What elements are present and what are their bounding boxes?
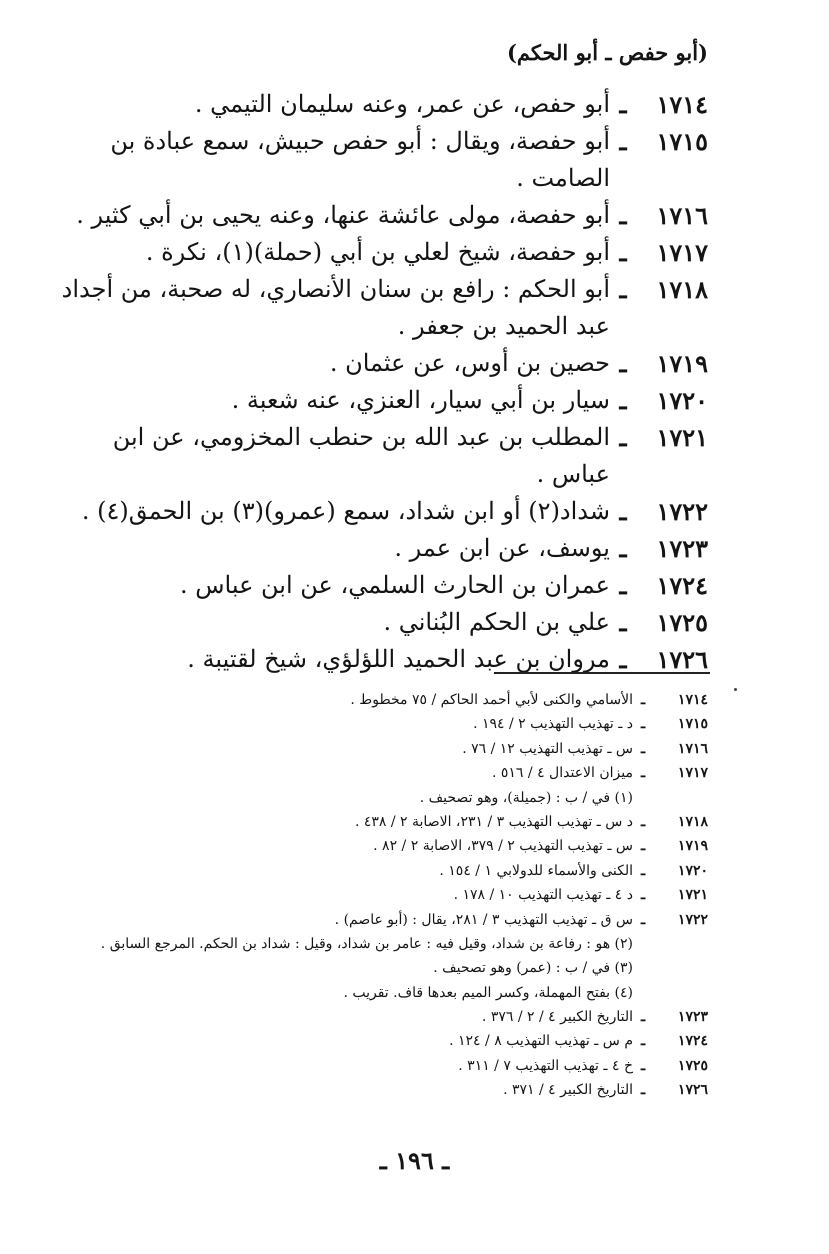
entry-text: أبو الحكم : رافع بن سنان الأنصاري، له صحبة، من أجداد عبد الحميد بن جعفر .: [61, 275, 610, 340]
footnote-number: ١٧٢٤: [677, 1033, 708, 1050]
footnote-text: الكنى والأسماء للدولابي ١ / ١٥٤ .: [439, 862, 633, 879]
footnote: [40, 908, 708, 932]
entry-dash: ـ: [619, 423, 627, 452]
entry-number: ١٧١٦: [656, 201, 708, 230]
entry-dash: ـ: [619, 386, 627, 415]
entry-text: المطلب بن عبد الله بن حنطب المخزومي، عن ابن عباس .: [112, 423, 610, 488]
entries-list: [60, 86, 708, 678]
entry-dash: ـ: [619, 571, 627, 600]
footnote-text: التاريخ الكبير ٤ / ٣٧١ .: [503, 1082, 633, 1099]
footnotes-list: [40, 688, 708, 1103]
entry-number: ١٧٢٢: [656, 497, 708, 526]
entry-dash: ـ: [619, 90, 627, 119]
footnote-subnote: [40, 932, 708, 956]
footnote-text: د ـ تهذيب التهذيب ٢ / ١٩٤ .: [473, 716, 633, 733]
footnote-text: د ٤ ـ تهذيب التهذيب ١٠ / ١٧٨ .: [453, 887, 633, 904]
subnote-text: (٤) بفتح المهملة، وكسر الميم بعدها قاف. تقريب .: [343, 984, 633, 1001]
entry: [60, 345, 708, 382]
footnote-text: س ق ـ تهذيب التهذيب ٣ / ٢٨١، يقال : (أبو عاصم) .: [334, 911, 633, 928]
footnote-number: ١٧٢٣: [677, 1009, 708, 1026]
footnote-subnote: [40, 981, 708, 1005]
footnote: [40, 859, 708, 883]
entry-number: ١٧٢٣: [656, 534, 708, 563]
entry: [60, 419, 708, 493]
entry-number: ١٧٢٤: [656, 571, 708, 600]
footnote-dash: ـ: [640, 1009, 646, 1026]
footnote-text: د س ـ تهذيب التهذيب ٣ / ٢٣١، الاصابة ٢ / ٤٣٨ .: [354, 813, 633, 830]
footnote: [40, 810, 708, 834]
entry: [60, 123, 708, 197]
entry: [60, 493, 708, 530]
footnote-number: ١٧١٥: [677, 716, 708, 733]
footnote-text: الأسامي والكنى لأبي أحمد الحاكم / ٧٥ مخطوط .: [350, 692, 633, 708]
footnote: [40, 1029, 708, 1053]
footnote-text: س ـ تهذيب التهذيب ١٢ / ٧٦ .: [462, 740, 633, 757]
entry-number: ١٧٢٥: [656, 608, 708, 637]
page-header: (أبو حفص ـ أبو الحكم): [506, 40, 708, 65]
footnote-dash: ـ: [640, 1033, 646, 1050]
footnote: [40, 712, 708, 736]
footnote-dash: ـ: [640, 1082, 646, 1099]
entry-text: سيار بن أبي سيار، العنزي، عنه شعبة .: [231, 386, 610, 414]
footnote-dash: ـ: [640, 740, 646, 757]
entry-text: حصين بن أوس، عن عثمان .: [329, 349, 610, 377]
footnote-dash: ـ: [640, 862, 646, 879]
footnote-text: ميزان الاعتدال ٤ / ٥١٦ .: [491, 765, 633, 782]
margin-mark: [734, 688, 737, 691]
entry-text: أبو حفص، عن عمر، وعنه سليمان التيمي .: [194, 90, 610, 118]
footnote-text: م س ـ تهذيب التهذيب ٨ / ١٢٤ .: [449, 1033, 633, 1050]
entry-text: عمران بن الحارث السلمي، عن ابن عباس .: [179, 571, 610, 599]
entry-text: يوسف، عن ابن عمر .: [394, 534, 610, 562]
footnote-dash: ـ: [640, 1057, 646, 1074]
entry-text: مروان بن عبد الحميد اللؤلؤي، شيخ لقتيبة .: [187, 645, 610, 673]
footnote-dash: ـ: [640, 838, 646, 855]
entry-dash: ـ: [619, 497, 627, 526]
entry-number: ١٧١٥: [656, 127, 708, 156]
subnote-text: (٣) في / ب : (عمر) وهو تصحيف .: [433, 960, 633, 977]
footnote-text: التاريخ الكبير ٤ / ٢ / ٣٧٦ .: [481, 1009, 633, 1026]
entry-number: ١٧٢٦: [656, 645, 708, 674]
entry-dash: ـ: [619, 275, 627, 304]
footnote: [40, 1054, 708, 1078]
footnote-number: ١٧١٧: [677, 765, 708, 782]
entry: [60, 234, 708, 271]
entry-text: أبو حفصة، ويقال : أبو حفص حبيش، سمع عبادة بن الصامت .: [110, 127, 610, 192]
entry: [60, 530, 708, 567]
entry-number: ١٧١٨: [656, 275, 708, 304]
entry-text: شداد(٢) أو ابن شداد، سمع (عمرو)(٣) بن الحمق(٤) .: [81, 497, 610, 525]
footnote-dash: ـ: [640, 765, 646, 782]
footnote: [40, 883, 708, 907]
entry-number: ١٧١٤: [656, 90, 708, 119]
footnote: [40, 834, 708, 858]
entry-dash: ـ: [619, 201, 627, 230]
entry-dash: ـ: [619, 608, 627, 637]
footnote-dash: ـ: [640, 813, 646, 830]
footnote-text: س ـ تهذيب التهذيب ٢ / ٣٧٩، الاصابة ٢ / ٨٢ .: [373, 838, 633, 855]
footnote: [40, 1005, 708, 1029]
footnote-dash: ـ: [640, 911, 646, 928]
footnote-divider: [494, 672, 710, 674]
entry-dash: ـ: [619, 534, 627, 563]
subnote-text: (١) في / ب : (جميلة)، وهو تصحيف .: [419, 789, 633, 806]
footnote-dash: ـ: [640, 716, 646, 733]
entry-text: علي بن الحكم البُناني .: [383, 608, 610, 636]
footnote-number: ١٧٢١: [677, 887, 708, 904]
footnote-number: ١٧١٨: [677, 813, 708, 830]
entry: [60, 271, 708, 345]
footnote-subnote: [40, 956, 708, 980]
entry-dash: ـ: [619, 349, 627, 378]
entry-number: ١٧١٧: [656, 238, 708, 267]
entry-dash: ـ: [619, 127, 627, 156]
footnote: [40, 737, 708, 761]
footnote-number: ١٧١٦: [677, 740, 708, 757]
entry-text: أبو حفصة، شيخ لعلي بن أبي (حملة)(١)، نكرة .: [145, 238, 610, 266]
page-number: ـ ١٩٦ ـ: [379, 1146, 450, 1175]
entry-dash: ـ: [619, 238, 627, 267]
footnote: [40, 688, 708, 712]
entry: [60, 86, 708, 123]
footnote-number: ١٧١٩: [677, 838, 708, 855]
entry-number: ١٧٢٠: [656, 386, 708, 415]
entry: [60, 567, 708, 604]
footnote-dash: ـ: [640, 692, 646, 708]
entry-dash: ـ: [619, 645, 627, 674]
entry-number: ١٧٢١: [656, 423, 708, 452]
subnote-text: (٢) هو : رفاعة بن شداد، وقيل فيه : عامر بن شداد، وقيل : شداد بن الحكم. المرجع السابق .: [100, 935, 633, 952]
footnote-dash: ـ: [640, 887, 646, 904]
footnote-number: ١٧٢٠: [677, 862, 708, 879]
footnote-number: ١٧٢٢: [677, 911, 708, 928]
footnote-number: ١٧١٤: [677, 692, 708, 708]
entry-number: ١٧١٩: [656, 349, 708, 378]
footnote-text: خ ٤ ـ تهذيب التهذيب ٧ / ٣١١ .: [458, 1057, 633, 1074]
footnote-number: ١٧٢٦: [677, 1082, 708, 1099]
entry: [60, 382, 708, 419]
footnote: [40, 761, 708, 785]
footnote-number: ١٧٢٥: [677, 1057, 708, 1074]
entry-text: أبو حفصة، مولى عائشة عنها، وعنه يحيى بن أبي كثير .: [76, 201, 610, 229]
footnote: [40, 1078, 708, 1102]
entry: [60, 604, 708, 641]
footnote-subnote: [40, 786, 708, 810]
entry: [60, 197, 708, 234]
